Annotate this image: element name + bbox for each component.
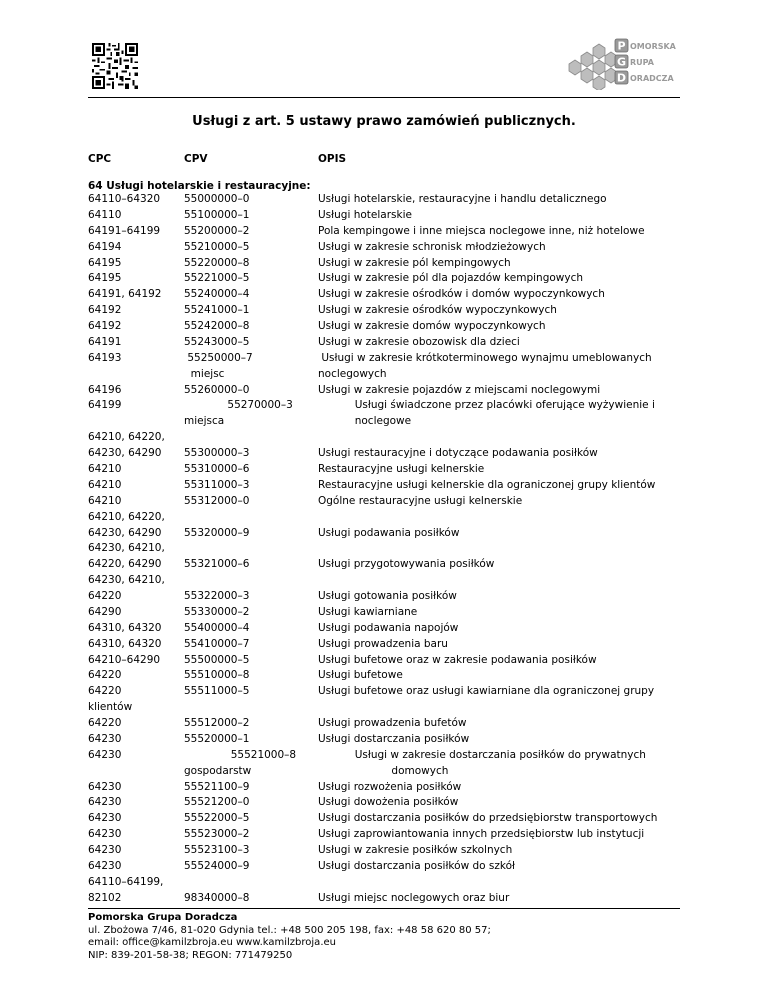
- logo-word-1: OMORSKA: [630, 42, 676, 51]
- row-cpc: 64192: [88, 320, 122, 332]
- row-cpc: 64210: [88, 494, 122, 507]
- row-opis: Usługi restauracyjne i dotyczące podawania posiłków: [318, 447, 598, 460]
- row-cpc: 64230, 64290: [88, 526, 162, 539]
- row-cpc: 64230, 64210,: [88, 574, 165, 587]
- row-cpc: 64220, 64290: [88, 558, 162, 571]
- row-opis: Usługi podawania posiłków: [318, 526, 460, 539]
- row-opis: Usługi rozwożenia posiłków: [318, 780, 462, 793]
- row-cpv: 55500000–5: [184, 653, 250, 666]
- header-rule: [88, 97, 680, 98]
- row-cpv: 55221000–5: [184, 272, 250, 285]
- row-cpc: 64110–64320: [88, 193, 161, 205]
- row-cpv: 55523100–3: [184, 844, 250, 857]
- row-opis: Usługi bufetowe oraz w zakresie podawania posiłków: [318, 653, 597, 666]
- row-cpc: 64230: [88, 844, 122, 857]
- row-opis: Usługi przygotowywania posiłków: [318, 558, 495, 571]
- row-opis: Restauracyjne usługi kelnerskie dla ograniczonej grupy klientów: [318, 478, 656, 491]
- row-cpc: 64230: [88, 828, 122, 841]
- row-opis: Usługi bufetowe: [318, 669, 403, 682]
- row-cpc: 64192: [88, 304, 122, 317]
- row-opis: Pola kempingowe i inne miejsca noclegowe inne, niż hotelowe: [318, 224, 645, 237]
- row-cpc: 64310, 64320: [88, 621, 162, 634]
- row-cpv: 55410000–7: [184, 637, 250, 650]
- row-cpc: 64195: [88, 256, 122, 269]
- row-cpc: 64230: [88, 812, 122, 825]
- row-cpv: 55312000–0: [184, 494, 250, 507]
- row-opis: Usługi podawania napojów: [318, 621, 459, 634]
- section-heading: 64 Usługi hotelarskie i restauracyjne:: [88, 180, 311, 192]
- row-cpv: 55322000–3: [184, 590, 250, 602]
- row-cpv: 55200000–2: [184, 224, 250, 237]
- row-cpc: 64230: [88, 860, 122, 872]
- row-opis: Usługi dostarczania posiłków do przedsiębiorstw transportowych: [318, 812, 658, 825]
- row-cpv: 55220000–8: [184, 256, 250, 269]
- row-cpc: 64220: [88, 590, 122, 602]
- row-cpv: 55310000–6: [184, 463, 250, 475]
- page-title: Usługi z art. 5 ustawy prawo zamówień publicznych.: [192, 114, 576, 129]
- row-cpc: 64210: [88, 478, 122, 491]
- row-cpv: 55300000–3: [184, 447, 250, 460]
- row-opis: domowych: [318, 764, 449, 777]
- row-cpc: 64210, 64220,: [88, 431, 165, 444]
- row-cpc: 64220: [88, 669, 122, 682]
- row-opis: Usługi w zakresie posiłków szkolnych: [318, 844, 513, 857]
- row-opis: Usługi zaprowiantowania innych przedsiębiorstw lub instytucji: [318, 828, 645, 841]
- row-cpc: 64230: [88, 732, 122, 745]
- footer-address: ul. Zbożowa 7/46, 81-020 Gdynia tel.: +48 500 205 198, fax: +48 58 620 80 57;: [88, 924, 491, 936]
- row-opis: Usługi w zakresie dostarczania posiłków do prywatnych: [318, 748, 646, 761]
- header-cpc: CPC: [88, 153, 112, 165]
- row-cpc: 64110: [88, 208, 122, 221]
- row-cpv: 55330000–2: [184, 605, 250, 618]
- row-opis: Usługi bufetowe oraz usługi kawiarniane dla ograniczonej grupy: [318, 685, 655, 698]
- logo-letter-p: P: [617, 39, 626, 53]
- row-cpv: 55521100–9: [184, 780, 250, 793]
- row-cpc: 64230: [88, 748, 122, 761]
- footer-rule: [88, 908, 680, 909]
- row-opis: Restauracyjne usługi kelnerskie: [318, 463, 485, 475]
- company-logo: [563, 26, 698, 90]
- row-cpc: 64191, 64192: [88, 288, 162, 301]
- row-cpv: 55320000–9: [184, 526, 250, 539]
- header-cpv: CPV: [184, 153, 208, 165]
- row-cpv: 55100000–1: [184, 208, 250, 221]
- row-cpc: 64193: [88, 351, 122, 364]
- row-opis: Usługi kawiarniane: [318, 605, 418, 618]
- row-cpc: 64110–64199,: [88, 875, 164, 888]
- row-cpc: 64210: [88, 463, 122, 475]
- row-cpc: 64230: [88, 780, 122, 793]
- row-opis: Usługi dowożenia posiłków: [318, 796, 459, 809]
- row-cpc: 64220: [88, 685, 122, 698]
- row-cpv: 55522000–5: [184, 812, 250, 825]
- row-cpc: 64310, 64320: [88, 637, 162, 650]
- footer-tax-ids: NIP: 839-201-58-38; REGON: 771479250: [88, 949, 293, 961]
- row-opis: Usługi świadczone przez placówki oferujące wyżywienie i: [318, 399, 655, 412]
- row-cpc: 64195: [88, 272, 122, 285]
- row-opis: Usługi w zakresie domów wypoczynkowych: [318, 320, 546, 332]
- row-opis: Usługi dostarczania posiłków: [318, 732, 470, 745]
- row-cpv: 55321000–6: [184, 558, 250, 571]
- row-opis: Usługi w zakresie ośrodków wypoczynkowych: [318, 304, 557, 317]
- row-opis: Usługi miejsc noclegowych oraz biur: [318, 891, 510, 904]
- row-cpc: 64230: [88, 796, 122, 809]
- row-opis: Usługi hotelarskie: [318, 208, 412, 221]
- row-opis: Usługi w zakresie pól dla pojazdów kempingowych: [318, 272, 584, 285]
- row-opis: Usługi prowadzenia bufetów: [318, 717, 467, 729]
- row-cpc: 64210–64290: [88, 653, 161, 666]
- row-cpc: 64220: [88, 717, 122, 729]
- row-cpc: 82102: [88, 891, 122, 904]
- row-cpv: 55311000–3: [184, 478, 250, 491]
- logo-letter-d: D: [616, 71, 627, 85]
- row-cpv: 55000000–0: [184, 193, 250, 205]
- row-opis: Ogólne restauracyjne usługi kelnerskie: [318, 494, 523, 507]
- logo-word-2: RUPA: [630, 58, 654, 67]
- header-opis: OPIS: [318, 153, 347, 165]
- row-opis: Usługi w zakresie ośrodków i domów wypoczynkowych: [318, 288, 605, 301]
- row-opis: Usługi w zakresie obozowisk dla dzieci: [318, 335, 520, 348]
- row-cpv: 55524000–9: [184, 860, 250, 872]
- row-cpv: 55520000–1: [184, 732, 250, 745]
- row-cpv: miejsc: [184, 367, 225, 380]
- row-cpv: 55510000–8: [184, 669, 250, 682]
- logo-word-3: ORADCZA: [630, 74, 674, 83]
- row-opis: noclegowych: [318, 367, 387, 380]
- row-opis: Usługi w zakresie schronisk młodzieżowych: [318, 240, 546, 253]
- row-cpv: 55240000–4: [184, 288, 250, 301]
- row-opis: Usługi w zakresie pojazdów z miejscami noclegowymi: [318, 383, 601, 396]
- row-cpv: gospodarstw: [184, 764, 252, 777]
- footer: [88, 912, 491, 962]
- row-cpc: 64191–64199: [88, 224, 161, 237]
- row-cpv: 55242000–8: [184, 320, 250, 332]
- row-cpc: 64230, 64290: [88, 447, 162, 460]
- qr-code: [92, 43, 138, 89]
- row-opis: Usługi w zakresie krótkoterminowego wynajmu umeblowanych: [318, 351, 652, 364]
- row-cpv: 55210000–5: [184, 240, 250, 253]
- row-cpv: 98340000–8: [184, 891, 250, 904]
- row-cpv: 55270000–3: [184, 399, 293, 412]
- row-cpv: 55512000–2: [184, 717, 250, 729]
- row-cpc: 64210, 64220,: [88, 510, 165, 523]
- row-cpc: 64196: [88, 383, 122, 396]
- row-cpc: 64290: [88, 605, 122, 618]
- row-cpv: 55243000–5: [184, 335, 250, 348]
- row-cpv: 55260000–0: [184, 383, 250, 396]
- logo-letter-g: G: [616, 55, 627, 69]
- row-opis: Usługi gotowania posiłków: [318, 590, 457, 602]
- row-cpc: klientów: [88, 701, 133, 714]
- row-cpv: 55400000–4: [184, 621, 250, 634]
- row-cpv: 55521000–8: [184, 748, 297, 761]
- row-cpv: 55241000–1: [184, 304, 250, 317]
- row-cpv: 55523000–2: [184, 828, 250, 841]
- row-opis: noclegowe: [318, 415, 412, 428]
- row-opis: Usługi prowadzenia baru: [318, 637, 448, 650]
- row-cpc: 64191: [88, 335, 122, 348]
- row-opis: Usługi dostarczania posiłków do szkół: [318, 860, 516, 872]
- row-cpc: 64230, 64210,: [88, 542, 165, 555]
- footer-contact: email: office@kamilzbroja.eu www.kamilzbroja.eu: [88, 937, 336, 948]
- row-cpv: 55511000–5: [184, 685, 250, 698]
- row-cpc: 64199: [88, 399, 122, 412]
- row-cpv: miejsca: [184, 415, 225, 428]
- footer-company-name: Pomorska Grupa Doradcza: [88, 912, 238, 923]
- row-cpv: 55521200–0: [184, 796, 250, 809]
- row-opis: Usługi w zakresie pól kempingowych: [318, 256, 511, 269]
- row-opis: Usługi hotelarskie, restauracyjne i handlu detalicznego: [318, 193, 607, 205]
- row-cpv: 55250000–7: [184, 351, 253, 364]
- row-cpc: 64194: [88, 240, 122, 253]
